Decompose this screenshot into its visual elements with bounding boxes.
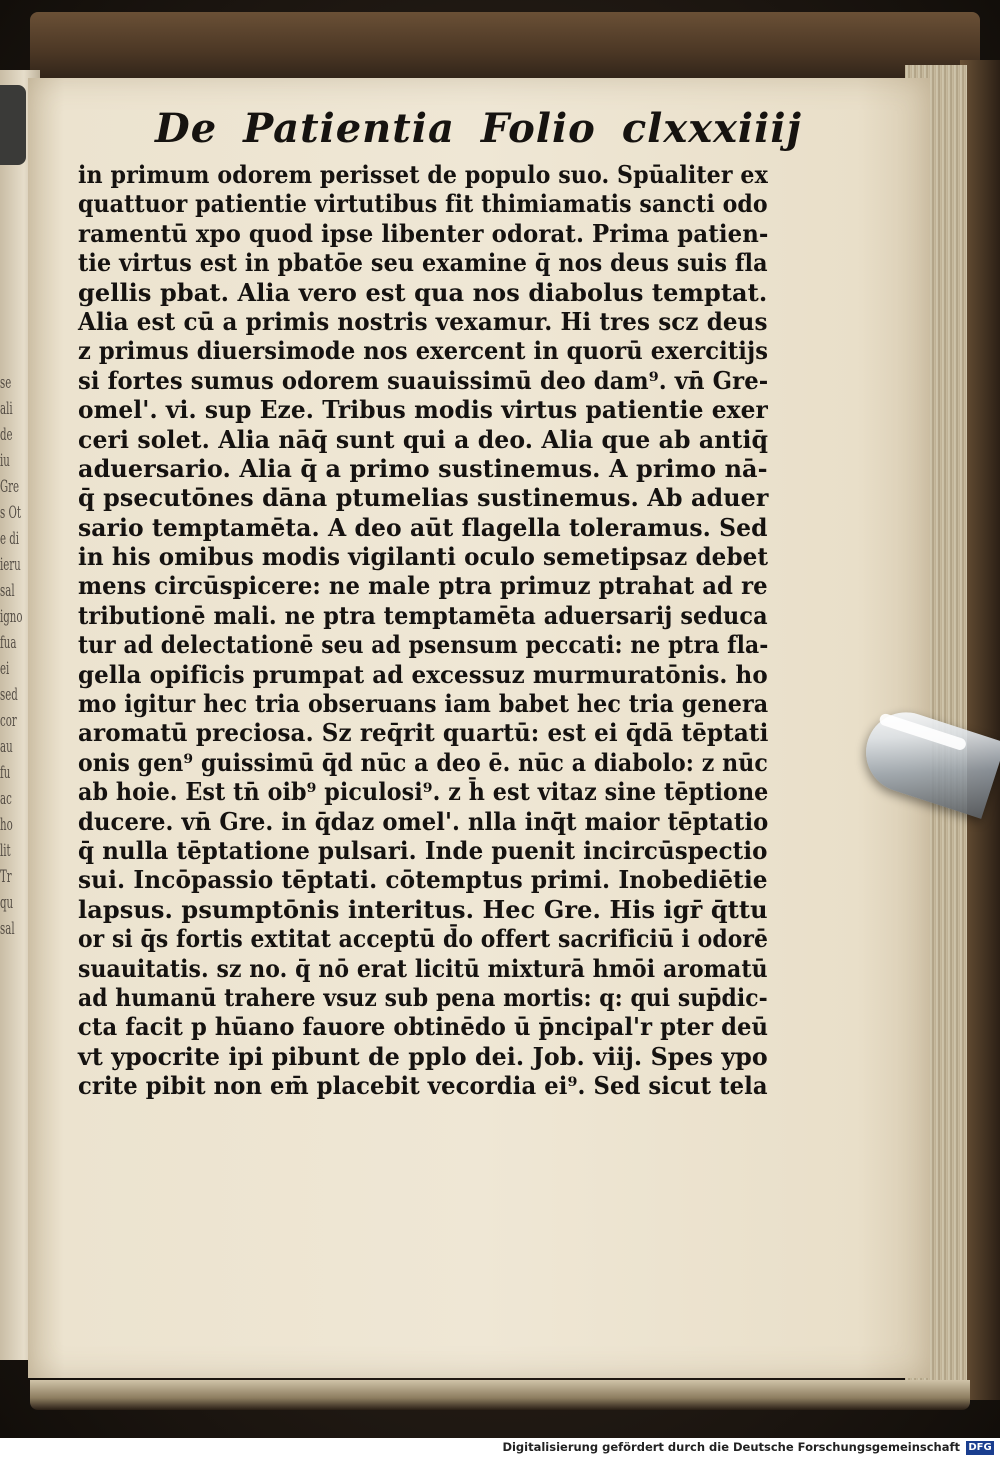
left-page-fragment: fu [0,763,11,783]
text-line: vt ypocrite ipi pibunt de pplo dei. Job. viij. Spes ypo [78,1041,768,1071]
left-page-fragment: Tr [0,867,12,887]
text-line: mens circūspicere: ne male ptra primuz ptrahat ad re [78,571,768,601]
text-line: ad humanū trahere vsuz sub pena mortis: q: qui sup̄dic- [78,982,768,1012]
text-line: ducere. vn̄ Gre. in q̄daz omel'. nlla inq̄t maior tēptatio [78,806,769,836]
book-cover-top [30,12,980,82]
left-page-fragment: ieru [0,555,21,575]
text-line: in his omibus modis vigilanti oculo semetipsaz debet [78,542,769,572]
folio-number: clxxxiiij [621,105,802,152]
left-page-fragment: ei [0,659,10,679]
left-page-fragment: ac [0,789,12,809]
left-page-fragment: ali [0,399,13,419]
left-page-fragment: s Ot [0,503,21,523]
left-page-fragment: de [0,425,13,445]
text-line: sario temptamēta. A deo aūt flagella toleramus. Sed [78,512,768,542]
text-line: si fortes sumus odorem suauissimū deo dam⁹. vn̄ Gre- [78,365,769,395]
main-text [78,160,768,1101]
text-line: tributionē mali. ne ptra temptamēta aduersarij seduca [78,600,768,630]
text-line: omel'. vi. sup Eze. Tribus modis virtus patientie exer [78,395,768,425]
left-page-fragment: sed [0,685,18,705]
page-header [155,105,802,165]
text-line: mo igitur hec tria obseruans iam babet hec tria genera [78,689,769,719]
footer-bar [0,1438,1000,1458]
left-page-fragment: sal [0,581,15,601]
left-page-fragment: iu [0,451,10,471]
text-line: quattuor patientie virtutibus fit thimiamatis sancti odo [78,189,768,219]
text-line: in primum odorem perisset de populo suo. Spūaliter ex [78,160,768,189]
text-line: ramentū xpo quod ipse libenter odorat. Prima patien- [78,218,769,248]
text-line: Alia est cū a primis nostris vexamur. Hi tres scz deus [78,306,768,336]
left-page-fragment: igno [0,607,23,627]
text-line: lapsus. psumptōnis interitus. Hec Gre. His igr̄ q̄ttu [78,894,768,924]
text-line: suauitatis. sz no. q̄ nō erat licitū mixturā hmōi aromatū [78,953,768,983]
bookmark-ribbon [0,85,26,165]
text-line: gella opificis prumpat ad excessuz murmuratōnis. ho [78,659,768,689]
text-line: crite pibit non em̄ placebit vecordia ei⁹. Sed sicut tela [78,1071,768,1101]
text-line: q̄ psecutōnes dāna ptumelias sustinemus. Ab aduer [78,483,769,513]
left-page-fragment: qu [0,893,14,913]
text-line: ab hoie. Est tn̄ oib⁹ piculosi⁹. z h̄ est vitaz sine tēptione [78,777,769,807]
left-page-fragment: cor [0,711,17,731]
left-page-fragment: Gre [0,477,20,497]
funding-notice: Digitalisierung gefördert durch die Deutsche Forschungsgemeinschaft [502,1440,960,1454]
header-word: Folio [480,105,596,152]
text-line: sui. Incōpassio tēptati. cōtemptus primi. Inobediētie [78,865,768,895]
text-line: aromatū preciosa. Sz req̄rit quartū: est ei q̄dā tēptati [78,718,769,748]
left-page-fragment: lit [0,841,11,861]
left-page-fragment: se [0,373,12,393]
text-line: cta facit p hūano fauore obtinēdo ū p̄ncipal'r pter deū [78,1012,769,1042]
text-line: tur ad delectationē seu ad psensum peccati: ne ptra fla- [78,630,769,660]
book-bottom-edge [30,1380,970,1410]
text-line: aduersario. Alia q̄ a primo sustinemus. A primo nā- [78,453,768,483]
header-word: Patientia [243,105,455,152]
text-line: ceri solet. Alia nāq̄ sunt qui a deo. Alia que ab antiq̄ [78,424,769,454]
text-line: or si q̄s fortis extitat acceptū d̄o offert sacrificiū i odorē [78,924,769,954]
left-page-fragment: sal [0,919,15,939]
text-line: gellis pbat. Alia vero est qua nos diabolus temptat. [78,277,768,307]
left-page-fragment: ho [0,815,13,835]
left-page-fragment: fua [0,633,17,653]
dfg-logo: DFG [966,1441,994,1455]
header-word: De [155,105,218,152]
text-line: tie virtus est in pbatōe seu examine q̄ nos deus suis fla [78,248,768,278]
text-line: z primus diuersimode nos exercent in quorū exercitijs [78,336,769,366]
left-page-fragment: au [0,737,13,757]
left-page-fragment: e di [0,529,20,549]
text-line: q̄ nulla tēptatione pulsari. Inde puenit incircūspectio [78,835,768,865]
text-line: onis gen⁹ guissimū q̄d nūc a deo ē. nūc a diabolo: z nūc [78,747,768,777]
